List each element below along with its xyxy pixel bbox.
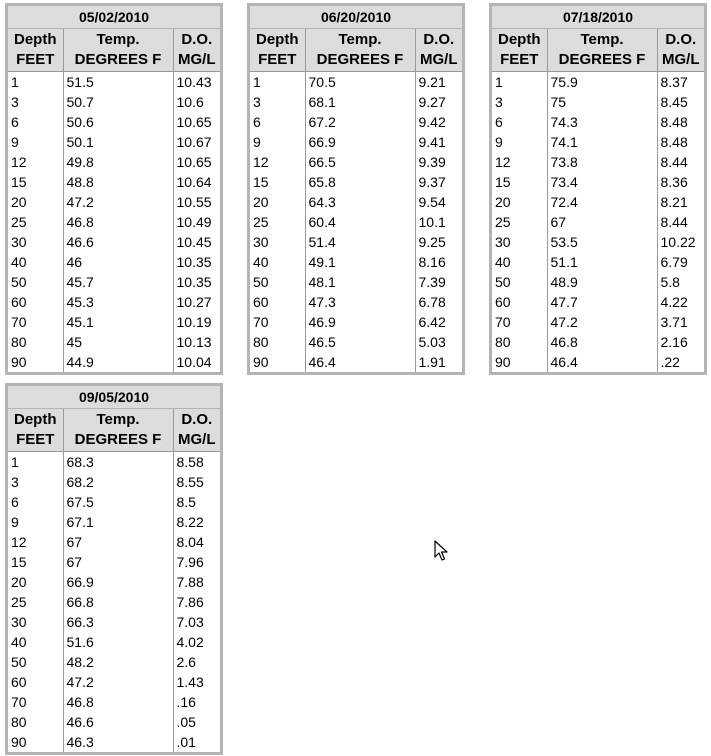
do-cell: 8.44 xyxy=(660,154,688,170)
do-cell: 8.55 xyxy=(176,474,204,490)
temp-column-header: Temp. DEGREES F xyxy=(547,29,657,72)
depth-cell: 90 xyxy=(492,352,547,372)
depth-cell: 30 xyxy=(8,612,63,632)
depth-column-header: Depth FEET xyxy=(492,29,547,72)
temp-cell: 51.4 xyxy=(305,232,415,252)
table-row xyxy=(250,252,462,272)
temp-cell: 48.8 xyxy=(63,172,173,192)
temp-cell: 45.1 xyxy=(63,312,173,332)
depth-cell: 12 xyxy=(492,152,547,172)
depth-cell: 60 xyxy=(492,292,547,312)
do-cell: 9.25 xyxy=(418,234,446,250)
temp-cell: 50.6 xyxy=(63,112,173,132)
temp-cell: 68.3 xyxy=(63,452,173,473)
do-cell: 1.43 xyxy=(176,674,204,690)
table-row xyxy=(250,72,462,93)
do-cell: 10.43 xyxy=(176,74,212,90)
depth-cell: 1 xyxy=(250,72,305,93)
table-row xyxy=(8,272,220,292)
table-row xyxy=(8,732,220,752)
header-row xyxy=(250,29,462,72)
temp-cell: 66.3 xyxy=(63,612,173,632)
temp-cell: 66.9 xyxy=(305,132,415,152)
table-row xyxy=(492,152,704,172)
depth-cell: 70 xyxy=(492,312,547,332)
table-row xyxy=(492,312,704,332)
depth-cell: 40 xyxy=(8,252,63,272)
table-row xyxy=(8,332,220,352)
do-cell: .22 xyxy=(660,354,680,370)
depth-cell: 30 xyxy=(8,232,63,252)
temp-cell: 47.2 xyxy=(547,312,657,332)
table-row xyxy=(492,132,704,152)
table-row xyxy=(8,572,220,592)
do-cell: 6.42 xyxy=(418,314,446,330)
depth-column-header: Depth FEET xyxy=(250,29,305,72)
do-cell: 10.04 xyxy=(176,354,212,370)
temp-cell: 51.1 xyxy=(547,252,657,272)
header-row xyxy=(492,29,704,72)
temp-column-header: Temp. DEGREES F xyxy=(305,29,415,72)
do-cell: 8.48 xyxy=(660,134,688,150)
table-row xyxy=(8,512,220,532)
temp-cell: 45.3 xyxy=(63,292,173,312)
temp-column-header: Temp. DEGREES F xyxy=(63,29,173,72)
depth-cell: 40 xyxy=(492,252,547,272)
depth-cell: 6 xyxy=(8,112,63,132)
temp-cell: 47.3 xyxy=(305,292,415,312)
temp-cell: 74.3 xyxy=(547,112,657,132)
temp-cell: 72.4 xyxy=(547,192,657,212)
table-row xyxy=(250,152,462,172)
temp-cell: 67 xyxy=(547,212,657,232)
depth-cell: 25 xyxy=(492,212,547,232)
do-cell: 10.49 xyxy=(176,214,212,230)
data-table-panel xyxy=(5,383,223,755)
table-row xyxy=(492,292,704,312)
temp-cell: 48.9 xyxy=(547,272,657,292)
depth-profile-table xyxy=(250,29,462,372)
do-cell: 8.44 xyxy=(660,214,688,230)
do-cell: 10.1 xyxy=(418,214,446,230)
do-cell: .05 xyxy=(176,714,196,730)
depth-cell: 12 xyxy=(8,152,63,172)
table-row xyxy=(492,352,704,372)
table-row xyxy=(8,152,220,172)
table-row xyxy=(492,92,704,112)
do-cell: 10.65 xyxy=(176,154,212,170)
depth-cell: 70 xyxy=(250,312,305,332)
depth-cell: 30 xyxy=(492,232,547,252)
temp-column-header: Temp. DEGREES F xyxy=(63,409,173,452)
do-cell: 9.27 xyxy=(418,94,446,110)
do-cell: 8.36 xyxy=(660,174,688,190)
depth-cell: 50 xyxy=(250,272,305,292)
depth-cell: 60 xyxy=(8,292,63,312)
temp-cell: 64.3 xyxy=(305,192,415,212)
temp-cell: 67.1 xyxy=(63,512,173,532)
depth-cell: 9 xyxy=(8,512,63,532)
temp-cell: 73.4 xyxy=(547,172,657,192)
depth-cell: 90 xyxy=(8,732,63,752)
do-column-header: D.O. MG/L xyxy=(173,29,220,72)
depth-column-header: Depth FEET xyxy=(8,29,63,72)
table-body xyxy=(492,72,704,373)
temp-cell: 49.1 xyxy=(305,252,415,272)
do-cell: 8.48 xyxy=(660,114,688,130)
depth-cell: 80 xyxy=(8,332,63,352)
depth-cell: 9 xyxy=(8,132,63,152)
table-row xyxy=(492,332,704,352)
do-cell: 7.86 xyxy=(176,594,204,610)
temp-cell: 67 xyxy=(63,532,173,552)
do-column-header: D.O. MG/L xyxy=(415,29,462,72)
temp-cell: 50.1 xyxy=(63,132,173,152)
depth-cell: 25 xyxy=(250,212,305,232)
table-row xyxy=(8,292,220,312)
temp-cell: 70.5 xyxy=(305,72,415,93)
depth-cell: 25 xyxy=(8,212,63,232)
table-row xyxy=(8,312,220,332)
temp-cell: 75.9 xyxy=(547,72,657,93)
do-cell: 8.21 xyxy=(660,194,688,210)
table-row xyxy=(492,112,704,132)
depth-cell: 20 xyxy=(8,572,63,592)
do-cell: 8.22 xyxy=(176,514,204,530)
data-table-panel xyxy=(489,3,707,375)
temp-cell: 46.4 xyxy=(305,352,415,372)
do-cell: 2.6 xyxy=(176,654,196,670)
mouse-pointer-icon xyxy=(434,540,448,562)
do-cell: 10.19 xyxy=(176,314,212,330)
table-row xyxy=(8,352,220,372)
table-row xyxy=(492,252,704,272)
depth-cell: 6 xyxy=(8,492,63,512)
table-row xyxy=(250,132,462,152)
table-row xyxy=(250,352,462,372)
depth-profile-table xyxy=(8,409,220,752)
table-row xyxy=(8,612,220,632)
table-row xyxy=(8,112,220,132)
do-cell: 7.96 xyxy=(176,554,204,570)
depth-cell: 20 xyxy=(8,192,63,212)
depth-cell: 6 xyxy=(492,112,547,132)
depth-cell: 80 xyxy=(250,332,305,352)
temp-cell: 66.5 xyxy=(305,152,415,172)
temp-cell: 49.8 xyxy=(63,152,173,172)
temp-cell: 47.2 xyxy=(63,192,173,212)
depth-cell: 50 xyxy=(492,272,547,292)
depth-cell: 1 xyxy=(8,452,63,473)
do-cell: 7.03 xyxy=(176,614,204,630)
depth-cell: 3 xyxy=(250,92,305,112)
table-row xyxy=(8,652,220,672)
do-cell: 9.39 xyxy=(418,154,446,170)
temp-cell: 67.5 xyxy=(63,492,173,512)
temp-cell: 68.1 xyxy=(305,92,415,112)
temp-cell: 66.8 xyxy=(63,592,173,612)
table-date-title: 05/02/2010 xyxy=(8,6,220,29)
temp-cell: 46 xyxy=(63,252,173,272)
do-cell: 8.04 xyxy=(176,534,204,550)
table-row xyxy=(492,192,704,212)
temp-cell: 46.6 xyxy=(63,712,173,732)
header-row xyxy=(8,409,220,452)
do-cell: 10.45 xyxy=(176,234,212,250)
do-cell: 2.16 xyxy=(660,334,688,350)
temp-cell: 51.5 xyxy=(63,72,173,93)
temp-cell: 46.9 xyxy=(305,312,415,332)
do-cell: 10.65 xyxy=(176,114,212,130)
header-row xyxy=(8,29,220,72)
depth-cell: 15 xyxy=(250,172,305,192)
table-row xyxy=(492,212,704,232)
depth-cell: 50 xyxy=(8,272,63,292)
depth-cell: 80 xyxy=(8,712,63,732)
temp-cell: 67 xyxy=(63,552,173,572)
table-row xyxy=(250,92,462,112)
table-row xyxy=(250,172,462,192)
do-cell: .16 xyxy=(176,694,196,710)
table-row xyxy=(250,112,462,132)
do-cell: 10.35 xyxy=(176,254,212,270)
do-cell: 9.42 xyxy=(418,114,446,130)
do-cell: 4.02 xyxy=(176,634,204,650)
depth-cell: 50 xyxy=(8,652,63,672)
do-cell: 5.8 xyxy=(660,274,680,290)
do-cell: 10.22 xyxy=(660,234,696,250)
temp-cell: 46.5 xyxy=(305,332,415,352)
temp-cell: 73.8 xyxy=(547,152,657,172)
depth-cell: 1 xyxy=(8,72,63,93)
temp-cell: 45.7 xyxy=(63,272,173,292)
do-cell: 10.35 xyxy=(176,274,212,290)
do-cell: 4.22 xyxy=(660,294,688,310)
do-column-header: D.O. MG/L xyxy=(657,29,704,72)
table-body xyxy=(250,72,462,373)
do-cell: 9.41 xyxy=(418,134,446,150)
temp-cell: 67.2 xyxy=(305,112,415,132)
depth-cell: 25 xyxy=(8,592,63,612)
table-row xyxy=(8,692,220,712)
depth-cell: 20 xyxy=(492,192,547,212)
table-row xyxy=(8,472,220,492)
temp-cell: 45 xyxy=(63,332,173,352)
depth-cell: 15 xyxy=(8,172,63,192)
table-row xyxy=(8,72,220,93)
do-cell: 1.91 xyxy=(418,354,446,370)
temp-cell: 53.5 xyxy=(547,232,657,252)
table-row xyxy=(8,192,220,212)
table-row xyxy=(8,712,220,732)
temp-cell: 46.6 xyxy=(63,232,173,252)
temp-cell: 44.9 xyxy=(63,352,173,372)
do-cell: 9.37 xyxy=(418,174,446,190)
temp-cell: 66.9 xyxy=(63,572,173,592)
table-body xyxy=(8,452,220,753)
do-cell: 5.03 xyxy=(418,334,446,350)
temp-cell: 47.2 xyxy=(63,672,173,692)
table-row xyxy=(492,272,704,292)
depth-cell: 40 xyxy=(8,632,63,652)
temp-cell: 46.4 xyxy=(547,352,657,372)
table-row xyxy=(8,92,220,112)
do-cell: 8.58 xyxy=(176,454,204,470)
depth-cell: 90 xyxy=(250,352,305,372)
table-date-title: 09/05/2010 xyxy=(8,386,220,409)
data-table-panel xyxy=(247,3,465,375)
table-row xyxy=(8,452,220,473)
temp-cell: 74.1 xyxy=(547,132,657,152)
do-cell: 7.88 xyxy=(176,574,204,590)
table-row xyxy=(8,132,220,152)
do-cell: 8.5 xyxy=(176,494,196,510)
depth-cell: 3 xyxy=(492,92,547,112)
depth-cell: 12 xyxy=(8,532,63,552)
depth-cell: 70 xyxy=(8,692,63,712)
temp-cell: 47.7 xyxy=(547,292,657,312)
depth-cell: 1 xyxy=(492,72,547,93)
temp-cell: 46.8 xyxy=(63,212,173,232)
table-row xyxy=(8,232,220,252)
do-cell: 9.21 xyxy=(418,74,446,90)
do-cell: 6.79 xyxy=(660,254,688,270)
table-row xyxy=(250,332,462,352)
depth-profile-table xyxy=(492,29,704,372)
table-body xyxy=(8,72,220,373)
depth-cell: 3 xyxy=(8,92,63,112)
do-cell: 8.16 xyxy=(418,254,446,270)
do-cell: 10.6 xyxy=(176,94,204,110)
table-row xyxy=(250,272,462,292)
do-column-header: D.O. MG/L xyxy=(173,409,220,452)
do-cell: 10.55 xyxy=(176,194,212,210)
table-row xyxy=(250,192,462,212)
do-cell: 10.27 xyxy=(176,294,212,310)
depth-column-header: Depth FEET xyxy=(8,409,63,452)
depth-cell: 20 xyxy=(250,192,305,212)
temp-cell: 48.1 xyxy=(305,272,415,292)
depth-cell: 40 xyxy=(250,252,305,272)
table-date-title: 07/18/2010 xyxy=(492,6,704,29)
depth-cell: 60 xyxy=(8,672,63,692)
temp-cell: 65.8 xyxy=(305,172,415,192)
table-row xyxy=(492,232,704,252)
depth-cell: 70 xyxy=(8,312,63,332)
table-row xyxy=(8,552,220,572)
do-cell: 10.13 xyxy=(176,334,212,350)
do-cell: .01 xyxy=(176,734,196,750)
temp-cell: 46.8 xyxy=(547,332,657,352)
depth-cell: 6 xyxy=(250,112,305,132)
depth-cell: 15 xyxy=(8,552,63,572)
temp-cell: 46.8 xyxy=(63,692,173,712)
table-row xyxy=(250,312,462,332)
depth-cell: 80 xyxy=(492,332,547,352)
depth-cell: 15 xyxy=(492,172,547,192)
do-cell: 9.54 xyxy=(418,194,446,210)
depth-cell: 90 xyxy=(8,352,63,372)
depth-cell: 3 xyxy=(8,472,63,492)
table-row xyxy=(8,632,220,652)
depth-profile-table xyxy=(8,29,220,372)
depth-cell: 9 xyxy=(250,132,305,152)
do-cell: 8.45 xyxy=(660,94,688,110)
table-date-title: 06/20/2010 xyxy=(250,6,462,29)
do-cell: 10.64 xyxy=(176,174,212,190)
table-row xyxy=(250,292,462,312)
temp-cell: 50.7 xyxy=(63,92,173,112)
table-row xyxy=(8,492,220,512)
table-row xyxy=(8,252,220,272)
depth-cell: 9 xyxy=(492,132,547,152)
table-row xyxy=(8,172,220,192)
temp-cell: 75 xyxy=(547,92,657,112)
depth-cell: 30 xyxy=(250,232,305,252)
table-row xyxy=(8,672,220,692)
temp-cell: 48.2 xyxy=(63,652,173,672)
do-cell: 7.39 xyxy=(418,274,446,290)
table-row xyxy=(250,232,462,252)
table-row xyxy=(8,212,220,232)
temp-cell: 60.4 xyxy=(305,212,415,232)
temp-cell: 51.6 xyxy=(63,632,173,652)
do-cell: 6.78 xyxy=(418,294,446,310)
table-row xyxy=(8,592,220,612)
temp-cell: 46.3 xyxy=(63,732,173,752)
data-table-panel xyxy=(5,3,223,375)
depth-cell: 60 xyxy=(250,292,305,312)
table-row xyxy=(492,172,704,192)
do-cell: 10.67 xyxy=(176,134,212,150)
table-row xyxy=(250,212,462,232)
do-cell: 3.71 xyxy=(660,314,688,330)
temp-cell: 68.2 xyxy=(63,472,173,492)
table-row xyxy=(492,72,704,93)
table-row xyxy=(8,532,220,552)
do-cell: 8.37 xyxy=(660,74,688,90)
depth-cell: 12 xyxy=(250,152,305,172)
